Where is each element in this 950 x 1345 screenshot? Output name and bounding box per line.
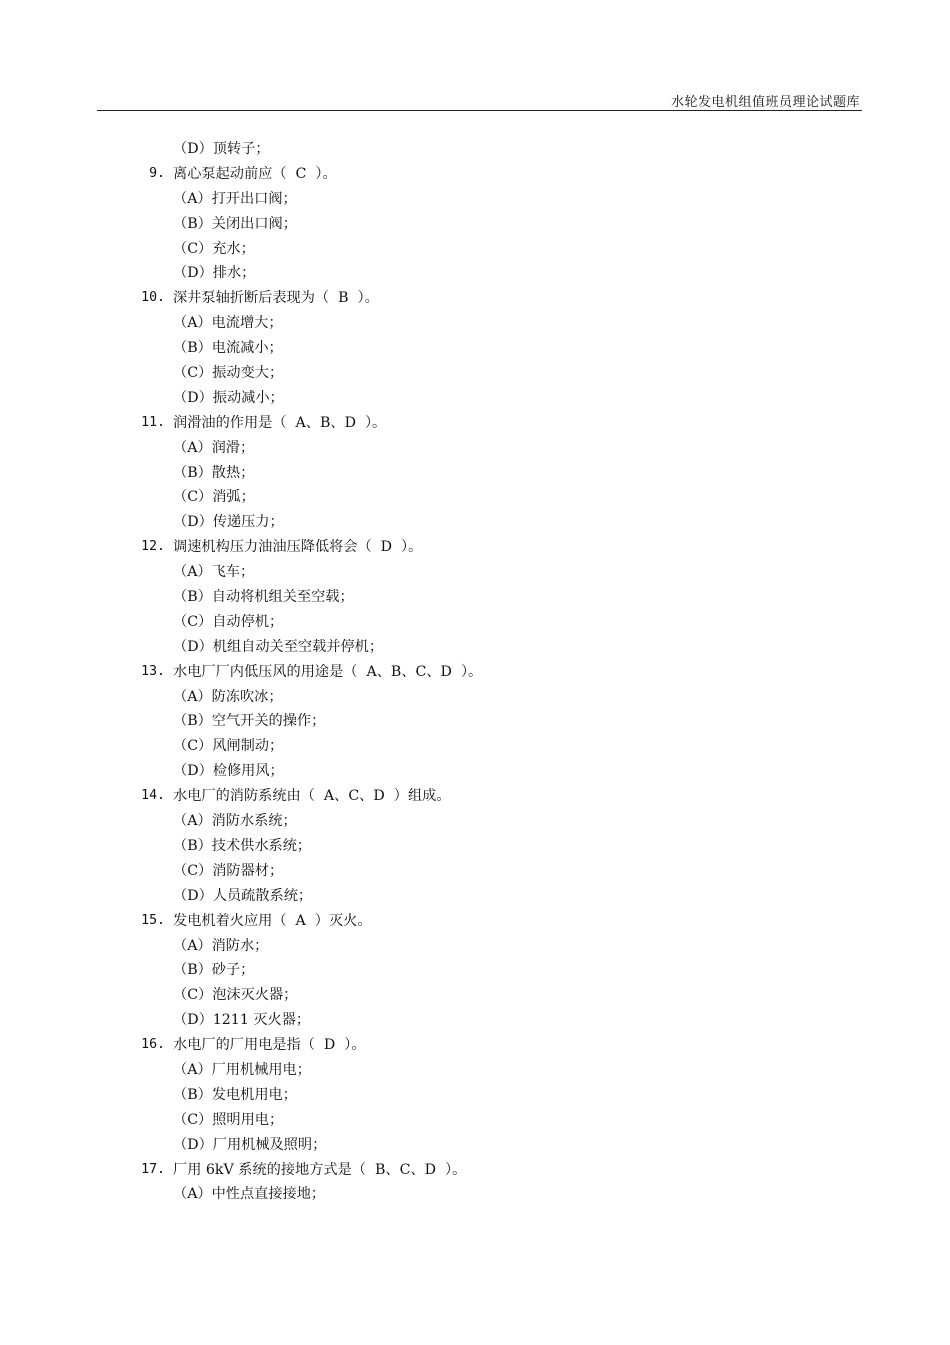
option-item	[0, 237, 950, 262]
option-item	[0, 510, 950, 535]
option-item	[0, 187, 950, 212]
option-item	[0, 1133, 950, 1158]
option-item	[0, 809, 950, 834]
option-text: （B）空气开关的操作；	[173, 713, 326, 730]
question-item	[0, 411, 950, 436]
question-number: 12.	[141, 539, 165, 555]
option-item	[0, 461, 950, 486]
option-text: （A）电流增大；	[173, 315, 283, 332]
option-item	[0, 635, 950, 660]
option-text: （B）砂子；	[173, 962, 255, 979]
option-text: （A）中性点直接接地；	[173, 1186, 326, 1203]
option-text: （C）风闸制动；	[173, 738, 284, 755]
question-text: 厂用 6kV 系统的接地方式是（ B、C、D ）。	[173, 1161, 467, 1178]
option-item	[0, 585, 950, 610]
question-number: 17.	[141, 1161, 165, 1177]
question-number: 14.	[141, 788, 165, 804]
question-number: 10.	[141, 290, 165, 306]
question-text: 水电厂的消防系统由（ A、C、D ）组成。	[173, 788, 451, 805]
option-text: （D）排水；	[173, 265, 256, 282]
option-item	[0, 884, 950, 909]
question-list	[0, 137, 950, 1207]
option-item	[0, 336, 950, 361]
option-item	[0, 311, 950, 336]
option-item	[0, 610, 950, 635]
question-item	[0, 162, 950, 187]
question-item	[0, 535, 950, 560]
option-item	[0, 1182, 950, 1207]
option-text: （C）消防器材；	[173, 862, 284, 879]
option-text: （C）自动停机；	[173, 613, 284, 630]
option-item	[0, 709, 950, 734]
option-text: （D）顶转子；	[173, 141, 270, 157]
option-text: （D）1211 灭火器；	[173, 1012, 311, 1029]
option-text: （C）泡沫灭火器；	[173, 987, 298, 1004]
option-text: （D）振动减小；	[173, 389, 284, 406]
question-item	[0, 909, 950, 934]
option-item	[0, 685, 950, 710]
option-item	[0, 386, 950, 411]
option-text: （D）机组自动关至空载并停机；	[173, 638, 384, 655]
option-item	[0, 212, 950, 237]
option-item	[0, 934, 950, 959]
question-text: 发电机着火应用（ A ）灭火。	[173, 912, 372, 929]
option-text: （A）飞车；	[173, 564, 255, 581]
option-text: （C）充水；	[173, 240, 255, 257]
question-text: 深井泵轴折断后表现为（ B ）。	[173, 290, 379, 307]
question-item	[0, 1033, 950, 1058]
question-number: 15.	[141, 912, 165, 928]
option-text: （B）关闭出口阀；	[173, 215, 297, 232]
question-number: 9.	[149, 165, 165, 181]
option-text: （A）防冻吹冰；	[173, 688, 283, 705]
option-text: （D）人员疏散系统；	[173, 887, 313, 904]
header-title: 水轮发电机组值班员理论试题库	[670, 95, 860, 110]
option-text: （A）厂用机械用电；	[173, 1061, 311, 1078]
option-item	[0, 958, 950, 983]
option-text: （A）润滑；	[173, 439, 255, 456]
option-text: （A）打开出口阀；	[173, 190, 297, 207]
option-item	[0, 137, 950, 162]
option-item	[0, 1008, 950, 1033]
option-item	[0, 361, 950, 386]
option-text: （A）消防水系统；	[173, 813, 297, 830]
question-item	[0, 784, 950, 809]
question-text: 水电厂的厂用电是指（ D ）。	[173, 1037, 366, 1054]
question-text: 调速机构压力油油压降低将会（ D ）。	[173, 539, 423, 556]
option-item	[0, 834, 950, 859]
question-text: 离心泵起动前应（ C ）。	[173, 165, 337, 182]
question-number: 13.	[141, 663, 165, 679]
option-item	[0, 859, 950, 884]
option-item	[0, 436, 950, 461]
option-item	[0, 1058, 950, 1083]
question-text: 水电厂厂内低压风的用途是（ A、B、C、D ）。	[173, 663, 483, 680]
question-text: 润滑油的作用是（ A、B、D ）。	[173, 414, 387, 431]
option-text: （B）发电机用电；	[173, 1086, 297, 1103]
option-text: （B）电流减小；	[173, 340, 283, 357]
question-item	[0, 1158, 950, 1183]
option-item	[0, 734, 950, 759]
option-text: （B）散热；	[173, 464, 255, 481]
question-number: 16.	[141, 1037, 165, 1053]
option-item	[0, 261, 950, 286]
option-text: （C）振动变大；	[173, 365, 284, 382]
option-item	[0, 560, 950, 585]
option-text: （D）传递压力；	[173, 514, 284, 531]
option-text: （A）消防水；	[173, 937, 269, 954]
option-text: （D）检修用风；	[173, 763, 284, 780]
option-text: （B）自动将机组关至空载；	[173, 589, 354, 606]
question-item	[0, 286, 950, 311]
header-rule	[97, 110, 862, 111]
option-text: （B）技术供水系统；	[173, 837, 312, 854]
option-text: （D）厂用机械及照明；	[173, 1136, 327, 1153]
option-item	[0, 1083, 950, 1108]
option-text: （C）消弧；	[173, 489, 255, 506]
option-item	[0, 485, 950, 510]
question-item	[0, 660, 950, 685]
option-item	[0, 759, 950, 784]
question-number: 11.	[141, 414, 165, 430]
option-text: （C）照明用电；	[173, 1111, 284, 1128]
option-item	[0, 983, 950, 1008]
option-item	[0, 1108, 950, 1133]
